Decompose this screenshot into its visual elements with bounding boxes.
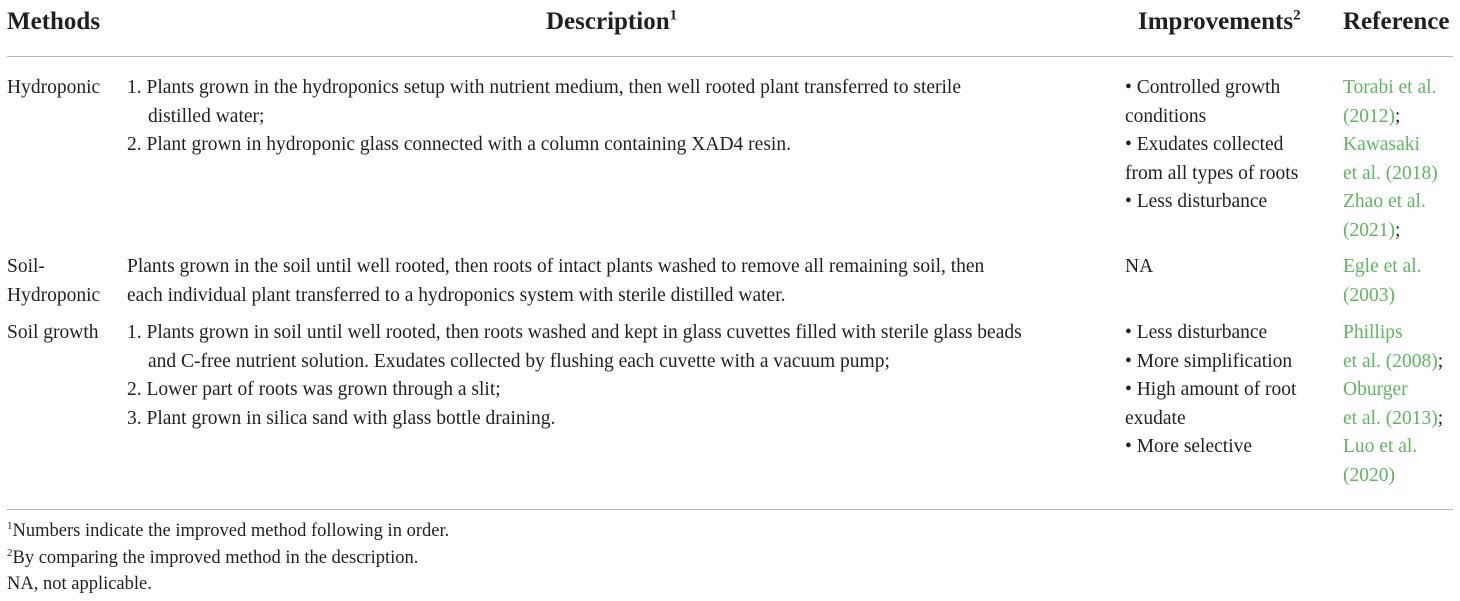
row-hydroponic-improvements: • Controlled growth conditions • Exudates collected from all types of roots • Less disturbance bbox=[1125, 77, 1299, 212]
header-description: Description$^1$ bbox=[546, 7, 678, 35]
row-soil-growth-description: 1. Plants grown in soil until well rooted, then roots washed and kept in glass cuvettes filled with sterile glass beads and C-free nutrient solution. Exudates collected by flushing each cuvette with a vacuum pump; 2. Lower part of roots was grown through a slit; 3. Plant grown in silica sand with glass bottle draining. bbox=[127, 322, 1022, 429]
reference-link[interactable]: Kawasaki bbox=[1343, 134, 1420, 155]
reference-link[interactable]: et al. (2013) bbox=[1343, 407, 1438, 429]
reference-link[interactable]: Phillips bbox=[1343, 322, 1403, 343]
footnotes bbox=[7, 518, 449, 598]
row-soil-growth-references: Phillips et al. (2008); Oburger et al. (2013); Luo et al. (2020) bbox=[1343, 322, 1444, 486]
reference-link[interactable]: Oburger bbox=[1343, 379, 1408, 400]
reference-link[interactable]: et al. (2018) bbox=[1343, 162, 1438, 184]
row-soil-growth-improvements: • Less disturbance • More simplification • High amount of root exudate • More selective bbox=[1125, 322, 1297, 457]
reference-link[interactable]: et al. (2008) bbox=[1343, 350, 1438, 372]
row-hydroponic-method: Hydroponic bbox=[7, 77, 101, 98]
reference-link[interactable]: Egle et al. bbox=[1343, 256, 1422, 277]
header-reference: Reference bbox=[1343, 8, 1450, 35]
reference-link[interactable]: Torabi et al. bbox=[1343, 77, 1437, 98]
header-description-footnote-marker: 1 bbox=[669, 7, 678, 24]
row-hydroponic-references: Torabi et al. (2012); Kawasaki et al. (2018) Zhao et al. (2021); bbox=[1343, 77, 1438, 241]
row-soil-hydroponic-references bbox=[1343, 253, 1422, 310]
footnote-2: $^2$By comparing the improved method in the description. bbox=[7, 546, 419, 568]
reference-link[interactable]: (2012) bbox=[1343, 105, 1395, 127]
reference-link[interactable]: Luo et al. bbox=[1343, 436, 1418, 457]
row-soil-growth-method: Soil growth bbox=[7, 322, 99, 343]
header-improvements-footnote-marker: 2 bbox=[1293, 7, 1301, 24]
header-methods: Methods bbox=[7, 8, 101, 35]
row-hydroponic-description: 1. Plants grown in the hydroponics setup with nutrient medium, then well rooted plant transferred to sterile distilled water; 2. Plant grown in hydroponic glass connected with a column containing XAD4 resin. bbox=[127, 77, 961, 155]
reference-link[interactable]: (2021) bbox=[1343, 219, 1395, 241]
header-rule bbox=[7, 56, 1453, 57]
row-soil-hydroponic-description: Plants grown in the soil until well rooted, then roots of intact plants washed to remove all remaining soil, then each individual plant transferred to a hydroponics system with sterile distilled water. bbox=[127, 256, 985, 306]
footnote-1: $^1$Numbers indicate the improved method following in order. bbox=[7, 519, 450, 541]
reference-link[interactable]: (2003) bbox=[1343, 284, 1395, 306]
footnote-na: NA, not applicable. bbox=[7, 574, 152, 594]
reference-link[interactable]: (2020) bbox=[1343, 464, 1395, 486]
footer-rule bbox=[7, 509, 1453, 510]
row-soil-hydroponic-improvements: NA bbox=[1125, 256, 1154, 277]
header-improvements: Improvements$^2$ bbox=[1138, 7, 1301, 35]
reference-link[interactable]: Zhao et al. bbox=[1343, 191, 1426, 212]
row-soil-hydroponic-method: Soil- Hydroponic bbox=[7, 256, 101, 306]
